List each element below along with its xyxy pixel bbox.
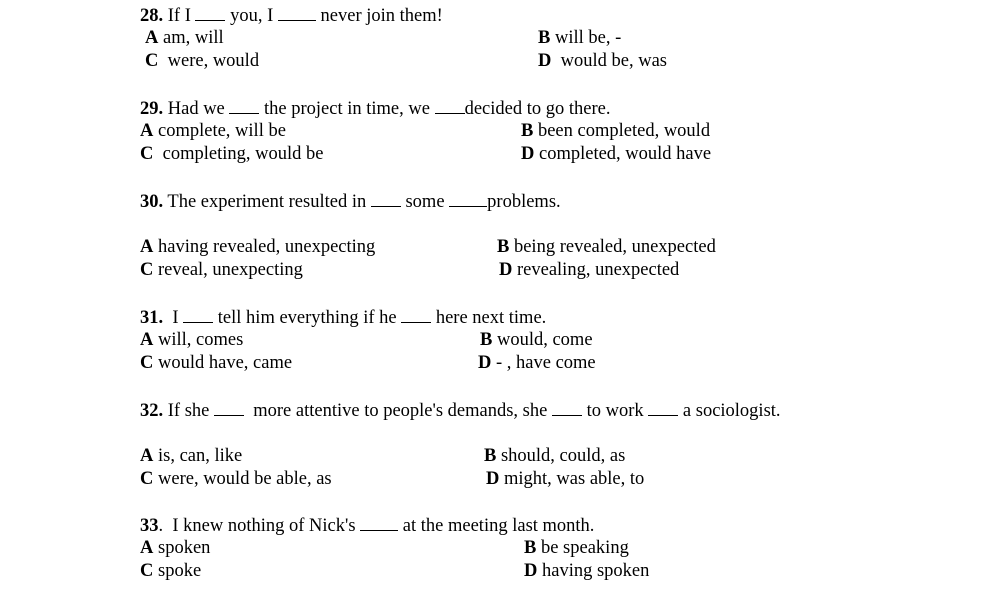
option-letter: B — [480, 330, 493, 350]
option-text: - , have come — [496, 353, 596, 373]
stem-text: the project in time, we — [264, 99, 430, 119]
option-d — [478, 352, 596, 375]
option-d — [538, 50, 667, 73]
option-letter: B — [521, 121, 534, 141]
option-letter: D — [538, 51, 552, 71]
option-b — [538, 27, 621, 50]
option-text: were, would — [167, 51, 260, 71]
question-30-stem — [140, 190, 561, 214]
answer-blank — [278, 4, 316, 21]
option-letter: C — [140, 353, 154, 373]
option-letter: D — [499, 260, 513, 280]
question-number: 33 — [140, 516, 159, 536]
option-letter: D — [478, 353, 492, 373]
stem-text: some — [405, 192, 445, 212]
question-32-stem — [140, 399, 781, 423]
question-29-stem — [140, 97, 610, 121]
option-text: having revealed, unexpecting — [158, 237, 376, 257]
question-number: 30. — [140, 192, 164, 212]
answer-blank — [401, 306, 431, 323]
option-letter: C — [140, 561, 154, 581]
option-a — [140, 329, 243, 352]
option-b — [524, 537, 629, 560]
option-text: might, was able, to — [504, 469, 645, 489]
option-letter: A — [140, 121, 154, 141]
option-letter: C — [140, 144, 154, 164]
question-number: 31. — [140, 308, 164, 328]
stem-text: to work — [586, 401, 644, 421]
stem-text: never join them! — [320, 6, 443, 26]
question-number: 32. — [140, 401, 164, 421]
option-letter: A — [145, 28, 159, 48]
question-number: 29. — [140, 99, 164, 119]
option-c — [145, 50, 259, 73]
option-text: been completed, would — [537, 121, 711, 141]
stem-text: decided to go there. — [464, 99, 611, 119]
stem-text: The experiment resulted in — [167, 192, 367, 212]
option-letter: C — [140, 260, 154, 280]
stem-text: a sociologist. — [682, 401, 781, 421]
option-letter: B — [538, 28, 551, 48]
option-text: completed, would have — [539, 144, 712, 164]
option-text: will be, - — [554, 28, 622, 48]
option-c — [140, 560, 201, 583]
option-text: completing, would be — [162, 144, 324, 164]
option-c — [140, 468, 332, 491]
stem-text: more attentive to people's demands, she — [253, 401, 548, 421]
answer-blank — [648, 399, 678, 416]
option-d — [499, 259, 679, 282]
option-text: reveal, unexpecting — [158, 260, 303, 280]
question-number-suffix: . — [158, 516, 164, 536]
answer-blank — [552, 399, 582, 416]
option-a — [140, 120, 286, 143]
option-letter: B — [484, 446, 497, 466]
stem-text: Had we — [167, 99, 225, 119]
option-text: revealing, unexpected — [517, 260, 680, 280]
answer-blank — [371, 190, 401, 207]
option-c — [140, 143, 323, 166]
option-c — [140, 352, 292, 375]
answer-blank — [229, 97, 259, 114]
answer-blank — [435, 97, 465, 114]
option-d — [486, 468, 644, 491]
option-text: would have, came — [158, 353, 293, 373]
option-letter: D — [524, 561, 538, 581]
question-28-stem — [140, 4, 443, 28]
option-text: being revealed, unexpected — [513, 237, 716, 257]
stem-text: If she — [167, 401, 210, 421]
stem-text: tell him everything if he — [217, 308, 397, 328]
stem-text: I knew nothing of Nick's — [172, 516, 356, 536]
option-text: am, will — [163, 28, 224, 48]
option-letter: D — [521, 144, 535, 164]
option-text: will, comes — [158, 330, 244, 350]
option-letter: A — [140, 538, 154, 558]
option-text: were, would be able, as — [158, 469, 332, 489]
question-number: 28. — [140, 6, 164, 26]
option-letter: D — [486, 469, 500, 489]
option-d — [521, 143, 711, 166]
option-b — [521, 120, 710, 143]
answer-blank — [449, 190, 487, 207]
option-letter: B — [497, 237, 510, 257]
option-b — [497, 236, 716, 259]
option-text: would be, was — [560, 51, 667, 71]
option-letter: B — [524, 538, 537, 558]
option-a — [140, 445, 242, 468]
option-c — [140, 259, 303, 282]
answer-blank — [360, 514, 398, 531]
option-text: having spoken — [542, 561, 650, 581]
answer-blank — [183, 306, 213, 323]
option-d — [524, 560, 649, 583]
option-letter: C — [145, 51, 159, 71]
option-text: is, can, like — [158, 446, 243, 466]
question-31-stem — [140, 306, 546, 330]
option-letter: A — [140, 237, 154, 257]
option-text: spoke — [158, 561, 202, 581]
answer-blank — [195, 4, 225, 21]
option-letter: A — [140, 330, 154, 350]
stem-text: I — [172, 308, 179, 328]
option-letter: C — [140, 469, 154, 489]
option-a — [140, 236, 375, 259]
stem-text: here next time. — [435, 308, 547, 328]
option-text: complete, will be — [158, 121, 286, 141]
option-a — [145, 27, 224, 50]
option-b — [480, 329, 593, 352]
option-text: would, come — [496, 330, 593, 350]
option-b — [484, 445, 625, 468]
option-letter: A — [140, 446, 154, 466]
stem-text: If I — [167, 6, 191, 26]
stem-text: you, I — [230, 6, 274, 26]
stem-text: problems. — [487, 192, 561, 212]
option-text: be speaking — [540, 538, 629, 558]
option-a — [140, 537, 210, 560]
answer-blank — [214, 399, 244, 416]
stem-text: at the meeting last month. — [402, 516, 595, 536]
option-text: spoken — [158, 538, 211, 558]
option-text: should, could, as — [500, 446, 626, 466]
question-33-stem — [140, 514, 594, 538]
